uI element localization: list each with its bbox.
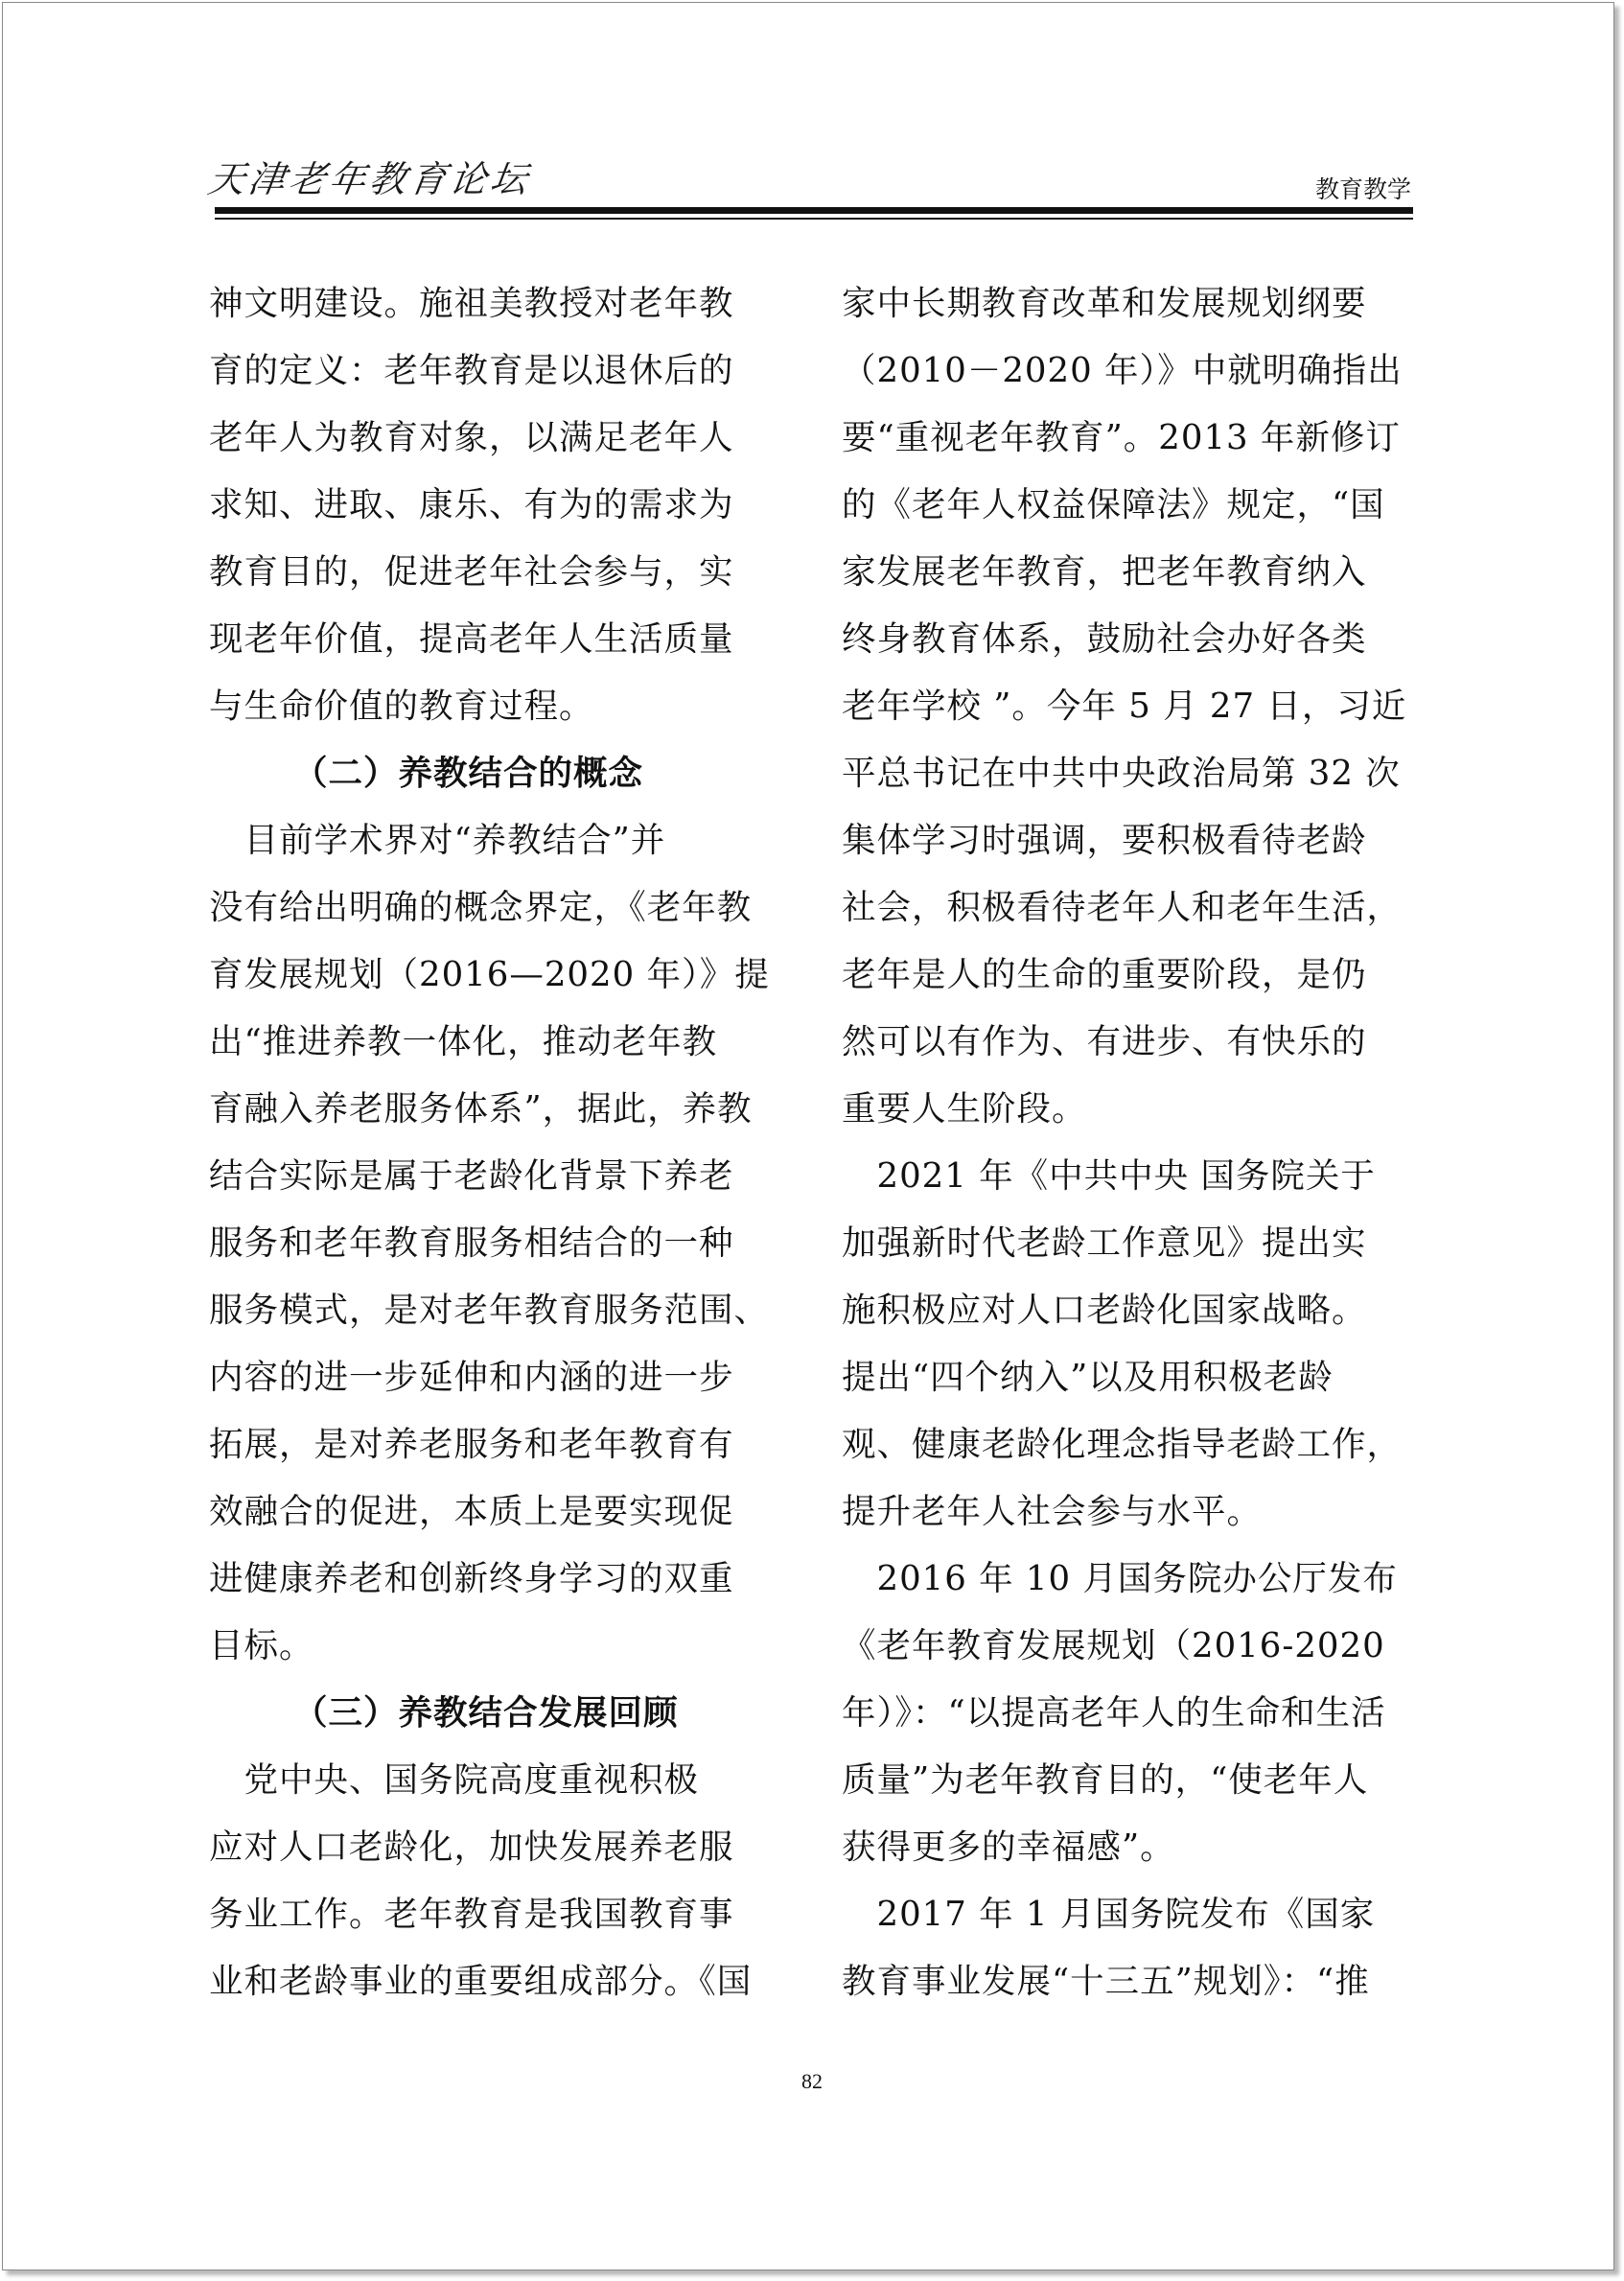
text-line: 党中央、国务院高度重视积极 bbox=[209, 1760, 700, 1800]
text-line: 质量”为老年教育目的，“使老年人 bbox=[842, 1760, 1369, 1800]
text-line: 服务模式，是对老年教育服务范围、 bbox=[209, 1291, 770, 1330]
text-line: 务业工作。老年教育是我国教育事 bbox=[209, 1895, 734, 1934]
page-number: 82 bbox=[801, 2069, 823, 2093]
text-line: （2010－2020 年）》中就明确指出 bbox=[842, 351, 1403, 390]
text-line: 求知、进取、康乐、有为的需求为 bbox=[209, 485, 734, 524]
text-line: 教育目的，促进老年社会参与，实 bbox=[209, 552, 734, 592]
text-line: 出“推进养教一体化，推动老年教 bbox=[209, 1022, 718, 1061]
right-column bbox=[842, 270, 1417, 2015]
text-line: 然可以有作为、有进步、有快乐的 bbox=[842, 1022, 1367, 1061]
text-line: 要“重视老年教育”。2013 年新修订 bbox=[842, 418, 1401, 457]
text-line: 的《老年人权益保障法》规定，“国 bbox=[842, 485, 1385, 524]
section-label: 教育教学 bbox=[1314, 175, 1411, 203]
text-line: 结合实际是属于老龄化背景下养老 bbox=[209, 1156, 734, 1196]
header-rule-thin bbox=[215, 218, 1413, 220]
text-line: 2016 年 10 月国务院办公厅发布 bbox=[842, 1559, 1398, 1598]
text-line: 拓展，是对养老服务和老年教育有 bbox=[209, 1425, 734, 1464]
text-line: 提出“四个纳入”以及用积极老龄 bbox=[842, 1358, 1334, 1397]
journal-logo: 天津老年教育论坛 bbox=[205, 158, 534, 200]
text-line: 育融入养老服务体系”，据此，养教 bbox=[209, 1089, 753, 1129]
text-line: 老年人为教育对象，以满足老年人 bbox=[209, 418, 734, 457]
text-line: 社会，积极看待老年人和老年生活， bbox=[842, 888, 1403, 927]
text-line: 老年学校 ”。今年 5 月 27 日，习近 bbox=[842, 687, 1407, 726]
text-line: 观、健康老龄化理念指导老龄工作， bbox=[842, 1425, 1403, 1464]
text-line: 业和老龄事业的重要组成部分。《国 bbox=[209, 1962, 753, 2001]
text-line: 施积极应对人口老龄化国家战略。 bbox=[842, 1291, 1367, 1330]
text-line: 进健康养老和创新终身学习的双重 bbox=[209, 1559, 734, 1598]
text-line: 育发展规划（2016—2020 年）》提 bbox=[209, 955, 770, 994]
text-line: 家中长期教育改革和发展规划纲要 bbox=[842, 284, 1367, 323]
text-line: 集体学习时强调，要积极看待老龄 bbox=[842, 821, 1367, 860]
text-line: 教育事业发展“十三五”规划》：“推 bbox=[842, 1962, 1370, 2001]
text-line: 2017 年 1 月国务院发布《国家 bbox=[842, 1895, 1376, 1934]
text-line: 提升老年人社会参与水平。 bbox=[842, 1492, 1263, 1531]
section-heading: （二）养教结合的概念 bbox=[293, 754, 644, 793]
text-line: 应对人口老龄化，加快发展养老服 bbox=[209, 1827, 734, 1867]
text-line: 神文明建设。施祖美教授对老年教 bbox=[209, 284, 734, 323]
text-line: 效融合的促进，本质上是要实现促 bbox=[209, 1492, 734, 1531]
text-line: 2021 年《中共中央 国务院关于 bbox=[842, 1156, 1376, 1196]
text-line: 服务和老年教育服务相结合的一种 bbox=[209, 1223, 734, 1263]
text-line: 加强新时代老龄工作意见》提出实 bbox=[842, 1223, 1367, 1263]
text-line: 没有给出明确的概念界定，《老年教 bbox=[209, 888, 753, 927]
text-line: 老年是人的生命的重要阶段，是仍 bbox=[842, 955, 1367, 994]
text-line: 内容的进一步延伸和内涵的进一步 bbox=[209, 1358, 734, 1397]
left-column bbox=[209, 270, 784, 2015]
text-line: 《老年教育发展规划（2016-2020 bbox=[842, 1626, 1385, 1665]
text-line: 现老年价值，提高老年人生活质量 bbox=[209, 619, 734, 659]
text-line: 年）》：“以提高老年人的生命和生活 bbox=[842, 1693, 1386, 1733]
text-line: 与生命价值的教育过程。 bbox=[209, 687, 594, 726]
text-line: 终身教育体系，鼓励社会办好各类 bbox=[842, 619, 1367, 659]
header-rule-thick bbox=[215, 207, 1413, 214]
text-line: 获得更多的幸福感”。 bbox=[842, 1827, 1175, 1867]
text-line: 重要人生阶段。 bbox=[842, 1089, 1087, 1129]
text-line: 目前学术界对“养教结合”并 bbox=[209, 821, 666, 860]
text-line: 育的定义：老年教育是以退休后的 bbox=[209, 351, 734, 390]
section-heading: （三）养教结合发展回顾 bbox=[293, 1693, 679, 1733]
text-line: 家发展老年教育，把老年教育纳入 bbox=[842, 552, 1367, 592]
text-line: 目标。 bbox=[209, 1626, 314, 1665]
text-line: 平总书记在中共中央政治局第 32 次 bbox=[842, 754, 1401, 793]
